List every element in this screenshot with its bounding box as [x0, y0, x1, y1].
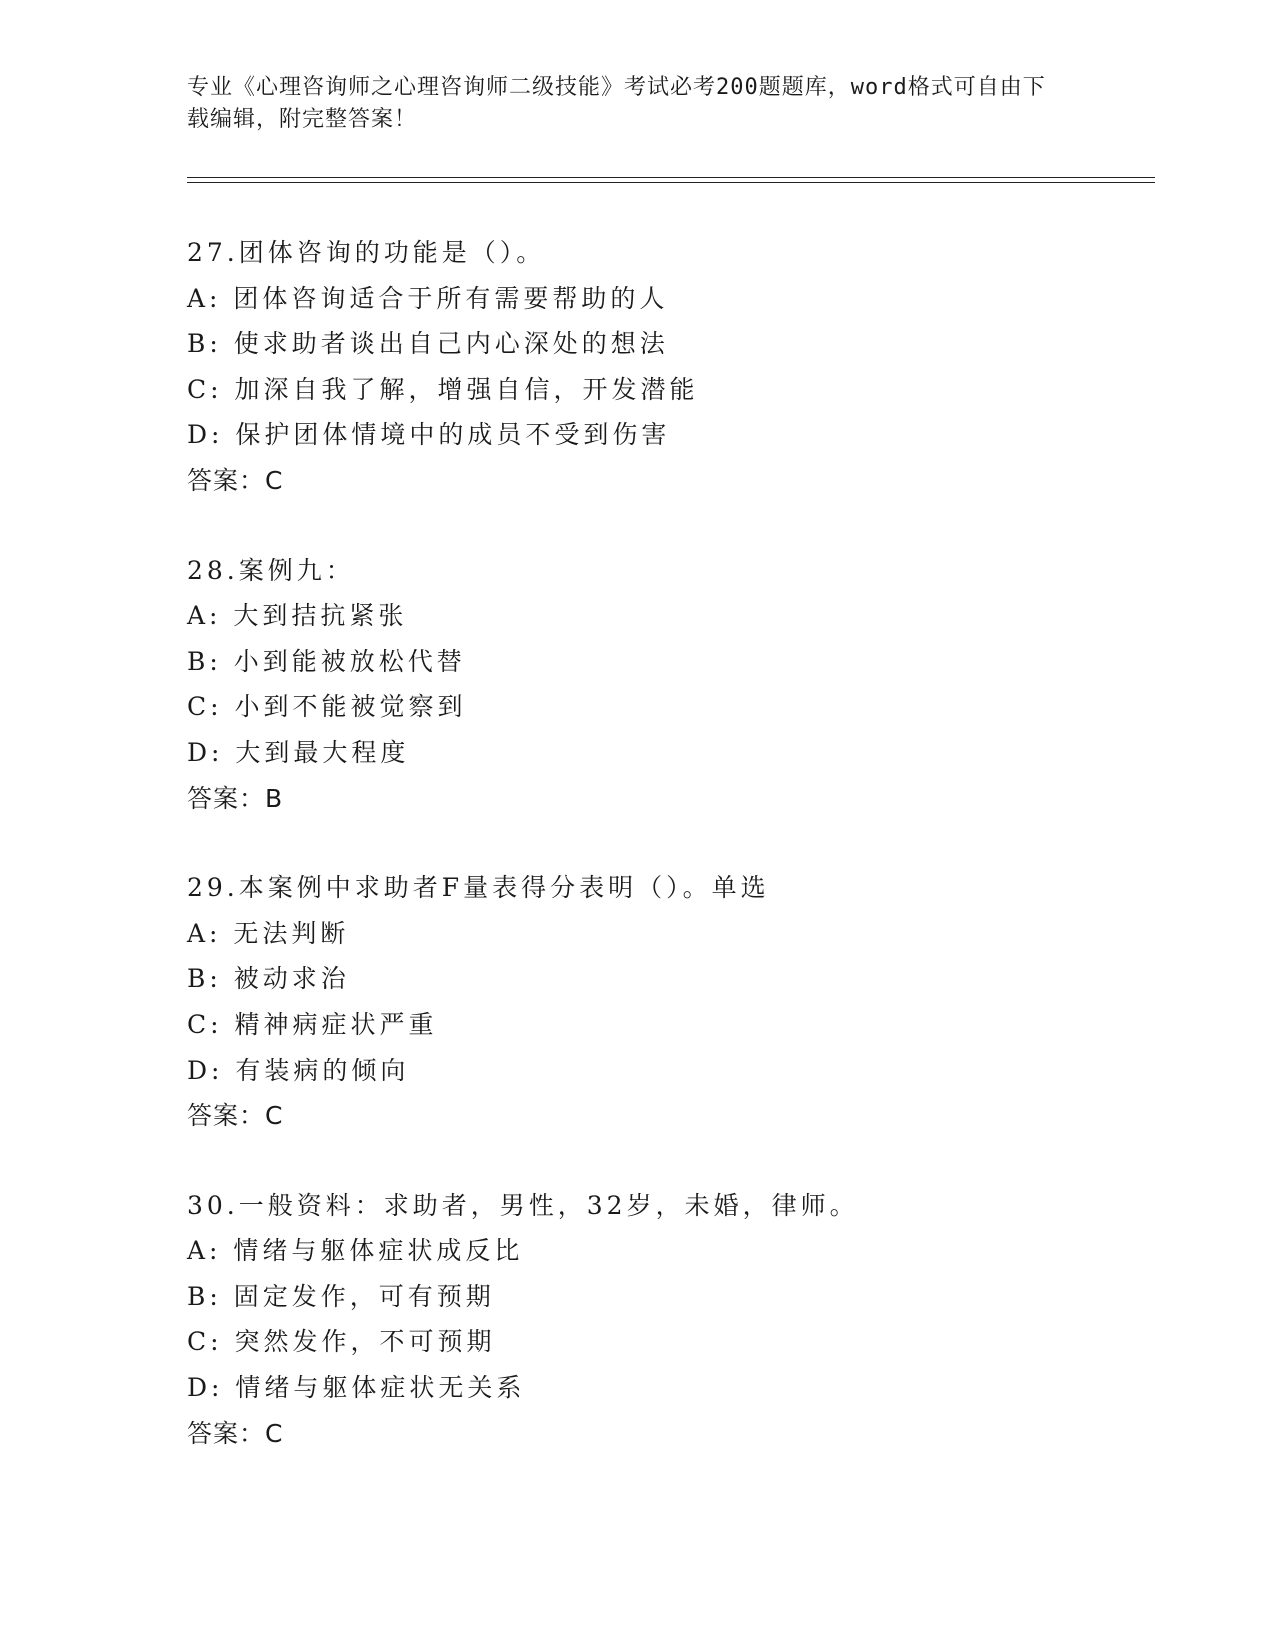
question-28: [187, 548, 1155, 822]
option-c: C: 小到不能被觉察到: [187, 692, 467, 722]
option-b: B: 使求助者谈出自己内心深处的想法: [187, 329, 669, 359]
answer: 答案：B: [187, 783, 284, 813]
question-stem: 30.一般资料：求助者，男性，32岁，未婚，律师。: [187, 1190, 859, 1220]
option-b: B: 小到能被放松代替: [187, 646, 466, 676]
question-list: [187, 230, 1155, 1500]
question-29: [187, 865, 1155, 1139]
option-d: D: 情绪与躯体症状无关系: [187, 1373, 526, 1403]
document-header: 专业《心理咨询师之心理咨询师二级技能》考试必考200题题库，word格式可自由下载编辑，附完整答案！: [187, 75, 1046, 132]
option-a: A: 无法判断: [187, 918, 350, 948]
header-divider-bottom: [187, 182, 1155, 183]
question-stem: 28.案例九：: [187, 555, 355, 585]
option-b: B: 固定发作，可有预期: [187, 1281, 495, 1311]
option-a: A: 团体咨询适合于所有需要帮助的人: [187, 283, 669, 313]
option-d: D: 有装病的倾向: [187, 1055, 410, 1085]
option-b: B: 被动求治: [187, 964, 350, 994]
option-a: A: 情绪与躯体症状成反比: [187, 1236, 524, 1266]
question-stem: 29.本案例中求助者F量表得分表明（）。单选: [187, 873, 770, 903]
option-c: C: 突然发作，不可预期: [187, 1327, 496, 1357]
answer: 答案：C: [187, 1101, 284, 1131]
answer: 答案：C: [187, 1418, 284, 1448]
option-c: C: 加深自我了解，增强自信，开发潜能: [187, 374, 699, 404]
question-stem: 27.团体咨询的功能是（）。: [187, 238, 546, 267]
option-a: A: 大到拮抗紧张: [187, 601, 408, 631]
header-divider-top: [187, 177, 1155, 178]
answer: 答案：C: [187, 465, 284, 495]
question-27: [187, 230, 1155, 504]
option-c: C: 精神病症状严重: [187, 1009, 438, 1039]
option-d: D: 大到最大程度: [187, 737, 410, 767]
question-30: [187, 1183, 1155, 1457]
option-d: D: 保护团体情境中的成员不受到伤害: [187, 420, 671, 450]
